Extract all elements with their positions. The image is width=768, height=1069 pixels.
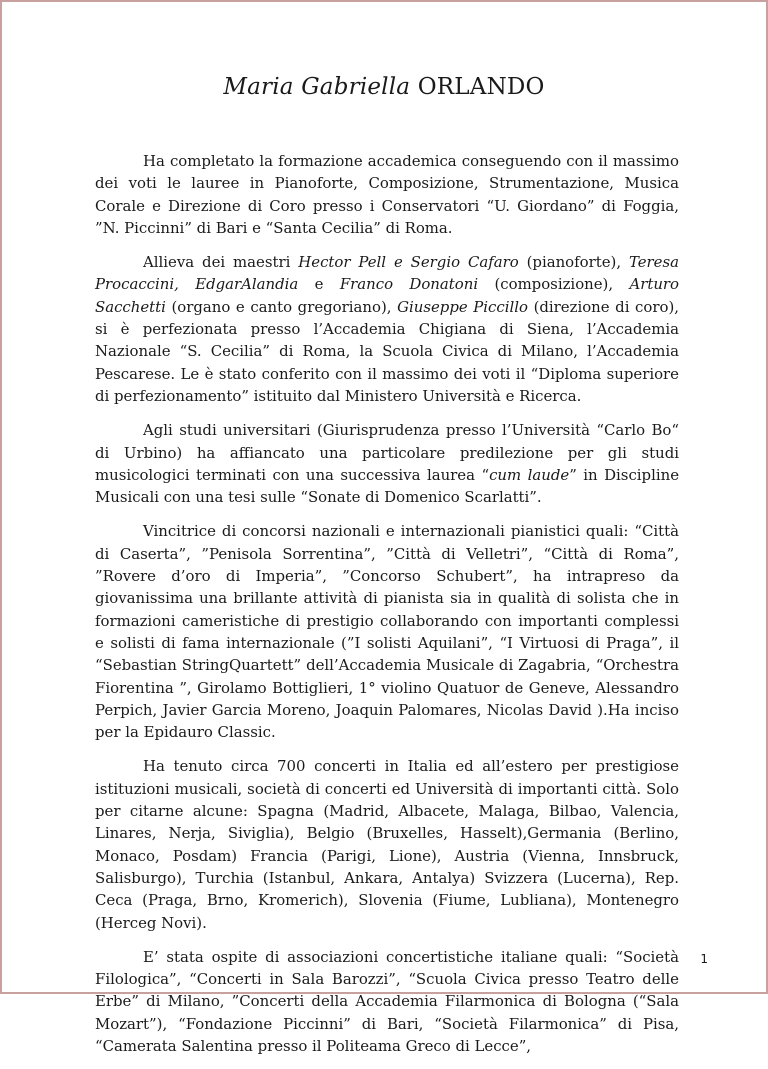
paragraph: Ha completato la formazione accademica conseguendo con il massimo dei voti le lauree in Pianoforte, Composizione, Strumentazione, Musica Corale e Direzione di Coro presso i Conservatori “U. Giordano” di Foggia, ”N. Piccinni” di Bari e “Santa Cecilia” di Roma.: [95, 152, 679, 237]
italic-name: Giuseppe Piccillo: [397, 297, 528, 316]
italic-name: Hector Pell e Sergio Cafaro: [298, 253, 519, 272]
paragraph: Vincitrice di concorsi nazionali e internazionali pianistici quali: “Città di Caserta”, ”Penisola Sorrentina”, ”Città di Velletri”, “Città di Roma”, ”Rovere d’oro di Imperia”, ”Concorso Schubert”, ha intrapreso da giovanissima una brillante attività di pianista sia in qualità di solista che in formazioni cameristiche di prestigio collaborando con importanti complessi e solisti di fama internazionale (”I solisti Aquilani”, “I Virtuosi di Praga”, il “Sebastian StringQuartett” dell’Accademia Musicale di Zagabria, “Orchestra Fiorentina ”, Girolamo Bottiglieri, 1° violino Quatuor de Geneve, Alessandro Perpich, Javier Garcia Moreno, Joaquin Palomares, Nicolas David ).Ha inciso per la Epidauro Classic.: [95, 522, 679, 742]
italic-name: Arturo Sacchetti: [95, 275, 679, 316]
page-number: 1: [700, 952, 708, 966]
paragraph: E’ stata ospite di associazioni concertistiche italiane quali: “Società Filologica”, “Concerti in Sala Barozzi”, “Scuola Civica presso Teatro delle Erbe” di Milano, ”Concerti della Accademia Filarmonica di Bologna (“Sala Mozart”), “Fondazione Piccinni” di Bari, “Società Filarmonica” di Pisa, “Camerata Salentina presso il Politeama Greco di Lecce”,: [95, 947, 679, 1055]
paragraph: Allieva dei maestri Hector Pell e Sergio Cafaro (pianoforte), Teresa Procaccini, EdgarAlandia e Franco Donatoni (composizione), Arturo Sacchetti (organo e canto gregoriano), Giuseppe Piccillo (direzione di coro), si è perfezionata presso l’Accademia Chigiana di Siena, l’Accademia Nazionale “S. Cecilia” di Roma, la Scuola Civica di Milano, l’Accademia Pescarese. Le è stato conferito con il massimo dei voti il “Diploma superiore di perfezionamento” istituito dal Ministero Università e Ricerca.: [95, 253, 680, 405]
title-surname: ORLANDO: [417, 74, 545, 100]
biography-body: [95, 150, 679, 1069]
page-title: [0, 74, 768, 100]
italic-name: Teresa Procaccini, EdgarAlandia: [95, 253, 680, 294]
title-name: Maria Gabriella: [223, 74, 411, 100]
paragraph: Ha tenuto circa 700 concerti in Italia ed all’estero per prestigiose istituzioni musicali, società di concerti ed Università di importanti città. Solo per citarne alcune: Spagna (Madrid, Albacete, Malaga, Bilbao, Valencia, Linares, Nerja, Siviglia), Belgio (Bruxelles, Hasselt),Germania (Berlino, Monaco, Posdam) Francia (Parigi, Lione), Austria (Vienna, Innsbruck, Salisburgo), Turchia (Istanbul, Ankara, Antalya) Svizzera (Lucerna), Rep. Ceca (Praga, Brno, Kromerich), Slovenia (Fiume, Lubliana), Montenegro (Herceg Novi).: [95, 757, 679, 932]
italic-name: Franco Donatoni: [339, 275, 479, 294]
paragraph: Agli studi universitari (Giurisprudenza presso l’Università “Carlo Bo“ di Urbino) ha affiancato una particolare predilezione per gli studi musicologici terminati con una successiva laurea “cum laude” in Discipline Musicali con una tesi sulle “Sonate di Domenico Scarlatti”.: [95, 421, 680, 507]
italic-name: cum laude: [489, 465, 570, 484]
